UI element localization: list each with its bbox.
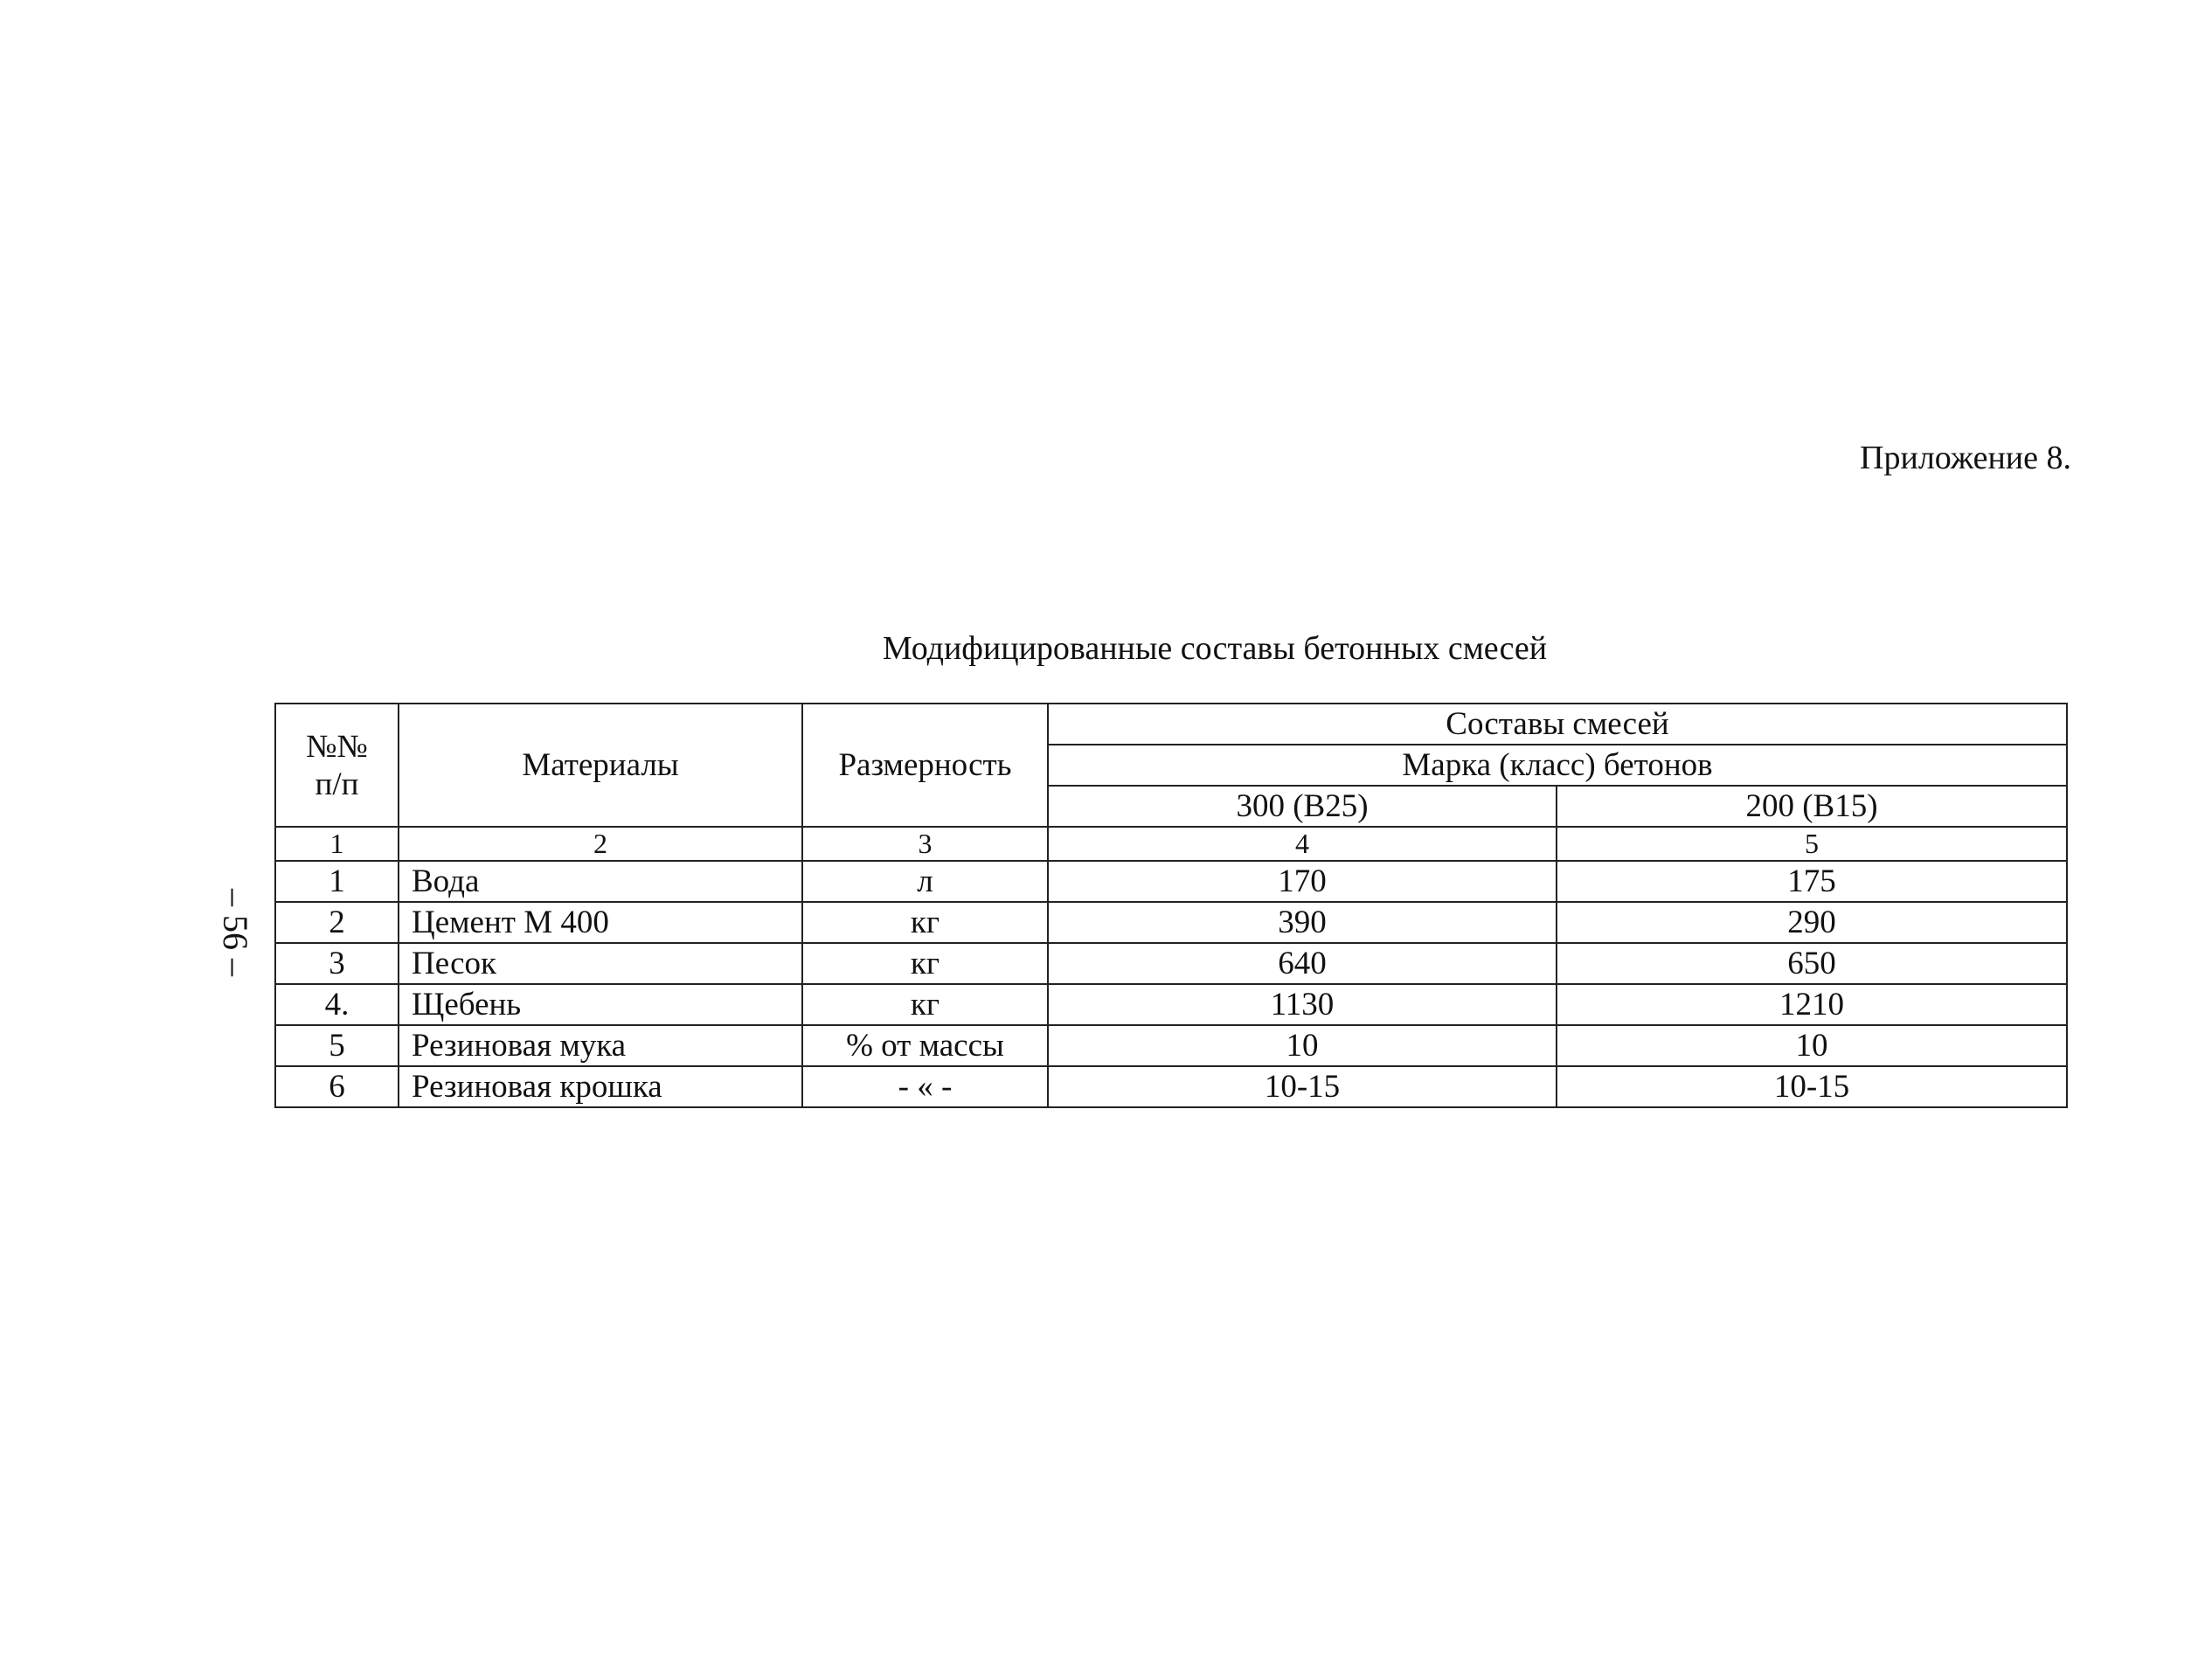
- row-unit: - « -: [802, 1066, 1048, 1107]
- row-material: Резиновая мука: [399, 1025, 802, 1066]
- header-number-cell: [275, 704, 399, 827]
- row-number: 5: [275, 1025, 399, 1066]
- column-number: 3: [802, 827, 1048, 861]
- row-number: 2: [275, 902, 399, 943]
- table-row: [275, 943, 2067, 984]
- header-materials: Материалы: [399, 704, 802, 827]
- header-number-line2: п/п: [315, 766, 359, 802]
- row-material: Песок: [399, 943, 802, 984]
- row-value-200: 10: [1557, 1025, 2067, 1066]
- row-value-300: 1130: [1048, 984, 1557, 1025]
- column-number: 4: [1048, 827, 1557, 861]
- row-value-200: 290: [1557, 902, 2067, 943]
- row-value-300: 390: [1048, 902, 1557, 943]
- header-dimension: Размерность: [802, 704, 1048, 827]
- row-number: 1: [275, 861, 399, 902]
- column-number: 2: [399, 827, 802, 861]
- table-row: [275, 984, 2067, 1025]
- header-grade-class: Марка (класс) бетонов: [1048, 745, 2067, 786]
- header-number-line1: №№: [306, 728, 368, 765]
- row-unit: кг: [802, 902, 1048, 943]
- header-grade-300: 300 (В25): [1048, 786, 1557, 827]
- row-value-300: 10: [1048, 1025, 1557, 1066]
- header-compositions: Составы смесей: [1048, 704, 2067, 745]
- appendix-label: Приложение 8.: [1860, 440, 2071, 476]
- column-number: 1: [275, 827, 399, 861]
- table-row: [275, 902, 2067, 943]
- row-number: 3: [275, 943, 399, 984]
- page-number: – 56 –: [216, 889, 255, 976]
- row-number: 6: [275, 1066, 399, 1107]
- row-material: Щебень: [399, 984, 802, 1025]
- row-number: 4.: [275, 984, 399, 1025]
- row-value-200: 10-15: [1557, 1066, 2067, 1107]
- table-row: [275, 1025, 2067, 1066]
- concrete-composition-table: [274, 703, 2068, 1108]
- header-grade-200: 200 (В15): [1557, 786, 2067, 827]
- header-row-1: [275, 704, 2067, 745]
- row-unit: л: [802, 861, 1048, 902]
- column-numbers-row: [275, 827, 2067, 861]
- row-unit: % от массы: [802, 1025, 1048, 1066]
- row-value-200: 1210: [1557, 984, 2067, 1025]
- table-row: [275, 1066, 2067, 1107]
- row-unit: кг: [802, 943, 1048, 984]
- row-value-300: 10-15: [1048, 1066, 1557, 1107]
- row-value-300: 170: [1048, 861, 1557, 902]
- row-value-200: 650: [1557, 943, 2067, 984]
- table-title: Модифицированные составы бетонных смесей: [882, 630, 1548, 667]
- row-value-200: 175: [1557, 861, 2067, 902]
- row-value-300: 640: [1048, 943, 1557, 984]
- row-material: Цемент М 400: [399, 902, 802, 943]
- row-material: Резиновая крошка: [399, 1066, 802, 1107]
- table-row: [275, 861, 2067, 902]
- row-unit: кг: [802, 984, 1048, 1025]
- column-number: 5: [1557, 827, 2067, 861]
- row-material: Вода: [399, 861, 802, 902]
